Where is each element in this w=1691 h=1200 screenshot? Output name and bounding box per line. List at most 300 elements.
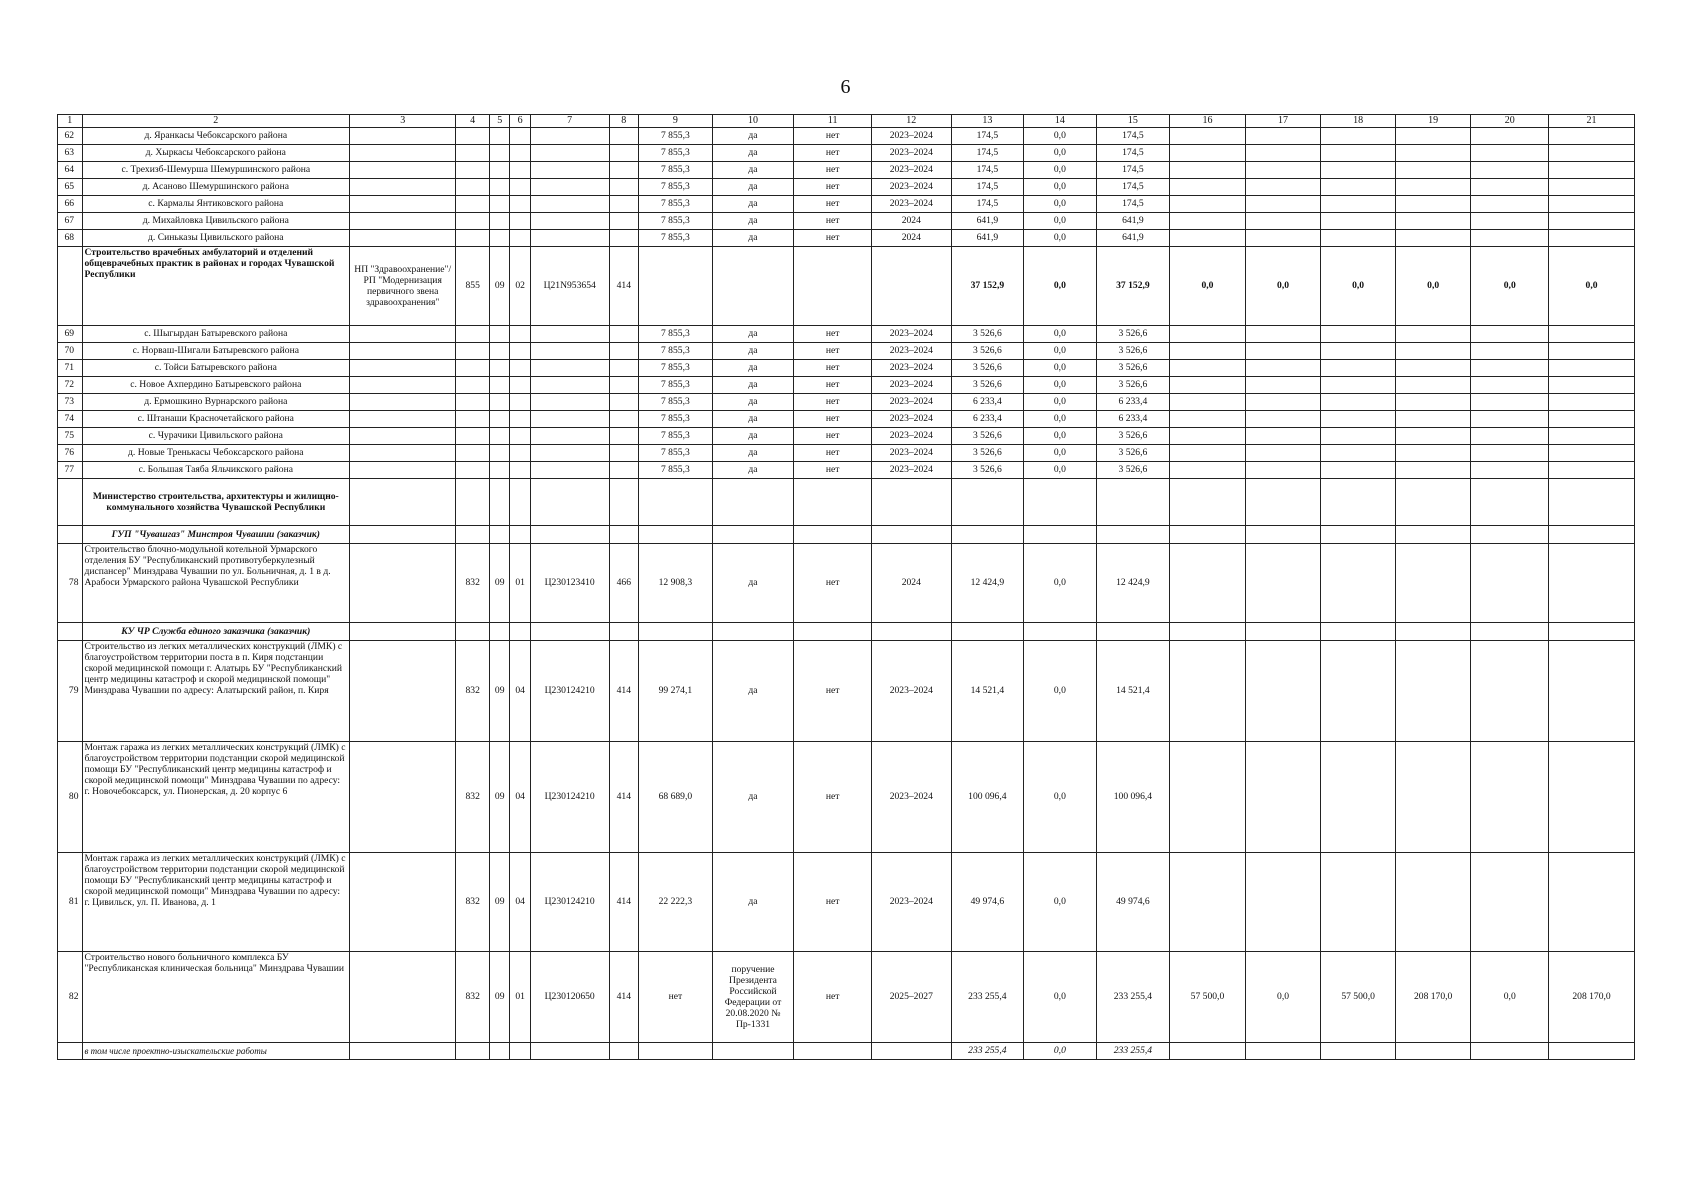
table-cell [1549,641,1635,742]
empty-cell [1321,479,1396,526]
table-cell [456,213,490,230]
header-cell: 3 [350,115,456,128]
empty-cell [871,479,951,526]
table-cell: 208 170,0 [1549,952,1635,1043]
table-cell: да [712,196,794,213]
table-cell: 0,0 [1024,742,1097,853]
table-cell [609,343,639,360]
table-cell: 7 855,3 [639,162,713,179]
table-row [58,162,1635,179]
table-cell: Ц230123410 [530,544,609,623]
table-cell [530,428,609,445]
table-cell: 12 908,3 [639,544,713,623]
table-cell: 3 526,6 [1096,445,1170,462]
table-cell: 832 [456,544,490,623]
table-cell [1170,145,1246,162]
table-cell [530,343,609,360]
table-cell [1471,411,1549,428]
table-cell: 174,5 [1096,145,1170,162]
table-cell: 3 526,6 [1096,360,1170,377]
table-cell [456,326,490,343]
table-cell: 0,0 [1471,952,1549,1043]
empty-cell [871,526,951,544]
table-cell [1245,853,1321,952]
table-cell: нет [794,952,872,1043]
empty-cell [1471,479,1549,526]
table-cell: да [712,544,794,623]
empty-cell [1170,623,1246,641]
table-cell [490,428,510,445]
table-cell: 0,0 [1024,428,1097,445]
table-cell [1245,179,1321,196]
row-number-cell: 74 [58,411,83,428]
investment-table [57,114,1635,1060]
row-number-cell: 75 [58,428,83,445]
table-cell: 3 526,6 [951,462,1024,479]
table-cell [1549,445,1635,462]
table-cell [350,445,456,462]
table-cell: 3 526,6 [951,377,1024,394]
table-cell [350,544,456,623]
empty-cell [1245,479,1321,526]
table-cell: нет [794,128,872,145]
table-cell [530,445,609,462]
table-cell [609,377,639,394]
table-cell [456,428,490,445]
table-cell [1245,128,1321,145]
table-cell: 208 170,0 [1395,952,1471,1043]
row-number-cell: 79 [58,641,83,742]
table-cell: 174,5 [1096,196,1170,213]
table-cell [1245,428,1321,445]
table-cell [456,196,490,213]
table-cell [530,326,609,343]
table-cell [1395,377,1471,394]
table-cell: Ц230124210 [530,742,609,853]
table-cell: 174,5 [951,162,1024,179]
table-cell: нет [794,213,872,230]
table-cell [1549,179,1635,196]
table-cell [1245,145,1321,162]
empty-cell [456,479,490,526]
table-cell: да [712,377,794,394]
empty-cell [1549,526,1635,544]
table-cell: да [712,162,794,179]
table-cell [1395,162,1471,179]
customer-header [58,526,1635,544]
table-cell: 414 [609,952,639,1043]
table-cell: 3 526,6 [951,326,1024,343]
table-cell [510,411,530,428]
empty-cell [1549,479,1635,526]
empty-cell [490,526,510,544]
table-row [58,394,1635,411]
table-cell: да [712,394,794,411]
header-cell: 9 [639,115,713,128]
table-cell: 414 [609,247,639,326]
table-cell [350,952,456,1043]
table-cell: 2024 [871,230,951,247]
table-cell [1245,360,1321,377]
empty-cell [794,623,872,641]
table-cell: да [712,145,794,162]
empty-cell [1096,623,1170,641]
table-cell: да [712,742,794,853]
table-cell [1549,462,1635,479]
table-cell [1321,394,1396,411]
table-cell: 0,0 [1024,1043,1097,1060]
table-cell: 414 [609,742,639,853]
empty-cell [530,526,609,544]
table-cell [639,247,713,326]
header-cell: 18 [1321,115,1396,128]
table-cell: 2023–2024 [871,326,951,343]
table-cell [1395,179,1471,196]
table-cell: 49 974,6 [951,853,1024,952]
table-cell [1170,544,1246,623]
table-cell: 100 096,4 [951,742,1024,853]
table-cell: нет [794,462,872,479]
table-cell [1245,230,1321,247]
table-cell [510,343,530,360]
table-cell [490,445,510,462]
table-cell: 2023–2024 [871,145,951,162]
table-cell: нет [794,544,872,623]
row-number-cell: 76 [58,445,83,462]
table-cell [530,230,609,247]
object-name-cell: Монтаж гаража из легких металлических конструкций (ЛМК) с благоустройством территории подстанции скорой медицинской помощи БУ "Республиканский центр медицины катастроф и скорой медицинской помощи" Минздрава Чувашии по адресу: г. Новочебоксарск, ул. Пионерская, д. 20 корпус 6 [82,742,350,853]
table-cell [490,145,510,162]
table-cell [1321,411,1396,428]
table-cell: да [712,360,794,377]
table-row [58,179,1635,196]
table-cell: 3 526,6 [1096,326,1170,343]
table-cell [350,179,456,196]
table-cell [1549,544,1635,623]
table-cell: 0,0 [1024,196,1097,213]
table-cell: Ц21N953654 [530,247,609,326]
table-cell: 832 [456,853,490,952]
row-number-cell: 71 [58,360,83,377]
table-cell: 641,9 [1096,230,1170,247]
empty-cell [951,526,1024,544]
table-cell [456,179,490,196]
table-cell [1395,1043,1471,1060]
table-cell [490,343,510,360]
table-cell: 04 [510,742,530,853]
table-row [58,196,1635,213]
table-cell: Ц230124210 [530,641,609,742]
table-cell [1395,544,1471,623]
table-cell [1245,544,1321,623]
table-cell: да [712,128,794,145]
table-cell [712,1043,794,1060]
table-cell: 3 526,6 [1096,428,1170,445]
empty-cell [510,623,530,641]
table-cell [490,230,510,247]
table-cell: 2023–2024 [871,360,951,377]
table-cell [1549,1043,1635,1060]
empty-cell [1549,623,1635,641]
table-cell: нет [794,394,872,411]
table-cell: 2023–2024 [871,196,951,213]
table-cell [510,162,530,179]
header-cell: 13 [951,115,1024,128]
table-cell: 641,9 [1096,213,1170,230]
table-cell [490,128,510,145]
table-cell [350,641,456,742]
table-cell [510,326,530,343]
table-cell: нет [794,742,872,853]
table-cell [1321,428,1396,445]
table-cell: 2023–2024 [871,853,951,952]
table-cell: 2024 [871,213,951,230]
object-name-cell: д. Яранкасы Чебоксарского района [82,128,350,145]
header-cell: 14 [1024,115,1097,128]
table-cell [1395,145,1471,162]
table-cell: 2023–2024 [871,411,951,428]
table-cell: Ц230124210 [530,853,609,952]
table-cell: нет [794,230,872,247]
table-cell: 7 855,3 [639,128,713,145]
table-cell [456,1043,490,1060]
table-cell: 57 500,0 [1321,952,1396,1043]
table-cell [1549,428,1635,445]
table-cell: 233 255,4 [951,952,1024,1043]
empty-cell [1245,526,1321,544]
empty-cell [609,479,639,526]
table-cell [609,145,639,162]
table-cell: нет [794,196,872,213]
header-cell: 7 [530,115,609,128]
table-cell [712,247,794,326]
table-cell [1395,853,1471,952]
table-cell [609,394,639,411]
category-row [58,247,1635,326]
table-cell: 0,0 [1471,247,1549,326]
table-cell [1471,179,1549,196]
table-cell: 04 [510,641,530,742]
empty-cell [794,526,872,544]
table-cell: 7 855,3 [639,394,713,411]
table-cell: 7 855,3 [639,462,713,479]
table-row [58,213,1635,230]
object-name-cell: д. Асаново Шемуршинского района [82,179,350,196]
table-cell: 7 855,3 [639,411,713,428]
table-cell: 0,0 [1024,162,1097,179]
empty-cell [490,479,510,526]
customer-header-cell: КУ ЧР Служба единого заказчика (заказчик) [82,623,350,641]
table-cell: 0,0 [1024,411,1097,428]
table-cell: 0,0 [1170,247,1246,326]
empty-cell [1024,526,1097,544]
empty-cell [609,526,639,544]
header-cell: 1 [58,115,83,128]
table-cell [794,247,872,326]
object-name-cell: Строительство блочно-модульной котельной Урмарского отделения БУ "Республиканский противотуберкулезный диспансер" Минздрава Чувашии по ул. Больничная, д. 1 в д. Арабоси Урмарского района Чувашской Республики [82,544,350,623]
table-cell: 02 [510,247,530,326]
table-cell: 01 [510,544,530,623]
table-cell [1549,411,1635,428]
empty-cell [871,623,951,641]
table-cell [1321,1043,1396,1060]
table-cell [1245,742,1321,853]
table-cell [1170,230,1246,247]
object-name-cell: с. Чурачики Цивильского района [82,428,350,445]
empty-cell [510,526,530,544]
table-cell [510,128,530,145]
table-cell [510,377,530,394]
subtotal-row [58,1043,1635,1060]
table-cell: да [712,343,794,360]
empty-cell [1471,526,1549,544]
empty-cell [530,479,609,526]
table-cell: 3 526,6 [951,445,1024,462]
empty-cell [639,479,713,526]
table-cell [1321,230,1396,247]
table-cell [1471,343,1549,360]
table-cell: 100 096,4 [1096,742,1170,853]
table-cell: 3 526,6 [951,343,1024,360]
table-cell [456,162,490,179]
table-cell [350,394,456,411]
empty-cell [1395,623,1471,641]
table-cell: Ц230120650 [530,952,609,1043]
table-cell: 0,0 [1024,377,1097,394]
table-cell [1321,377,1396,394]
table-cell: 7 855,3 [639,326,713,343]
table-row [58,641,1635,742]
table-cell [1321,162,1396,179]
object-name-cell: Монтаж гаража из легких металлических конструкций (ЛМК) с благоустройством территории подстанции скорой медицинской помощи БУ "Республиканский центр медицины катастроф и скорой медицинской помощи" Минздрава Чувашии по адресу: г. Цивильск, ул. П. Иванова, д. 1 [82,853,350,952]
table-cell [1321,742,1396,853]
table-cell: нет [794,162,872,179]
table-cell [609,445,639,462]
table-cell: 7 855,3 [639,343,713,360]
table-cell [1321,445,1396,462]
table-row [58,462,1635,479]
table-cell: 0,0 [1024,544,1097,623]
row-number-cell: 65 [58,179,83,196]
empty-cell [350,623,456,641]
table-cell [1170,377,1246,394]
table-cell: 174,5 [951,128,1024,145]
empty-cell [58,526,83,544]
table-cell [350,462,456,479]
table-cell [1549,394,1635,411]
table-cell: 174,5 [1096,128,1170,145]
table-cell [510,145,530,162]
table-cell [1245,162,1321,179]
table-cell [871,1043,951,1060]
table-cell: да [712,179,794,196]
table-cell [490,394,510,411]
table-row [58,377,1635,394]
table-cell [1549,145,1635,162]
table-cell: 0,0 [1024,343,1097,360]
row-number-cell: 70 [58,343,83,360]
table-cell [490,196,510,213]
object-name-cell: с. Тойси Батыревского района [82,360,350,377]
table-row [58,411,1635,428]
table-cell: 04 [510,853,530,952]
header-cell: 16 [1170,115,1246,128]
table-cell [609,162,639,179]
header-cell: 17 [1245,115,1321,128]
empty-cell [1024,623,1097,641]
table-cell [530,213,609,230]
table-cell [350,411,456,428]
table-cell [1245,213,1321,230]
table-cell: 37 152,9 [951,247,1024,326]
table-cell: нет [794,377,872,394]
table-cell [530,462,609,479]
empty-cell [58,479,83,526]
table-cell [1245,343,1321,360]
table-cell [1471,544,1549,623]
table-cell [1395,230,1471,247]
table-cell: 3 526,6 [1096,462,1170,479]
table-cell: 2023–2024 [871,179,951,196]
table-cell [350,742,456,853]
empty-cell [794,479,872,526]
table-cell: 09 [490,247,510,326]
table-cell [350,360,456,377]
table-cell [1245,377,1321,394]
table-cell [1471,853,1549,952]
table-cell: да [712,230,794,247]
table-cell [456,445,490,462]
table-cell [456,128,490,145]
table-cell: 7 855,3 [639,213,713,230]
table-cell [350,326,456,343]
table-cell [1471,326,1549,343]
table-cell: 832 [456,952,490,1043]
table-cell [1321,326,1396,343]
table-cell [530,411,609,428]
table-cell: 14 521,4 [951,641,1024,742]
table-cell: 37 152,9 [1096,247,1170,326]
row-number-cell: 73 [58,394,83,411]
table-cell [1395,462,1471,479]
empty-cell [712,526,794,544]
table-cell [510,1043,530,1060]
table-cell: нет [794,343,872,360]
table-cell [530,162,609,179]
table-cell [490,462,510,479]
table-cell [350,377,456,394]
table-cell [490,411,510,428]
table-cell [456,377,490,394]
table-cell [530,1043,609,1060]
table-cell: 0,0 [1024,213,1097,230]
header-cell: 21 [1549,115,1635,128]
table-cell: 2023–2024 [871,742,951,853]
table-cell [1245,196,1321,213]
table-cell [1245,411,1321,428]
table-cell: да [712,445,794,462]
table-cell: 7 855,3 [639,377,713,394]
table-cell: 68 689,0 [639,742,713,853]
table-cell [1549,377,1635,394]
table-cell: 233 255,4 [1096,1043,1170,1060]
table-cell [1549,742,1635,853]
object-name-cell: с. Большая Таяба Яльчикского района [82,462,350,479]
empty-cell [951,479,1024,526]
empty-cell [490,623,510,641]
table-row [58,343,1635,360]
table-cell [1471,641,1549,742]
